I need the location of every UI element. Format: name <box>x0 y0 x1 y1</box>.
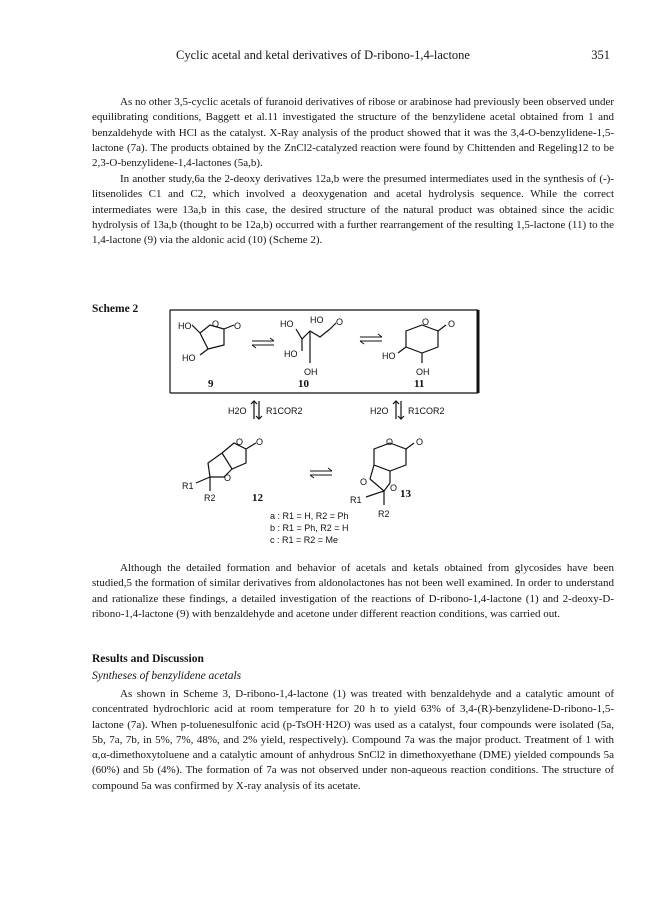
compound-label-9: 9 <box>208 378 214 390</box>
substituent-a: a : R1 = H, R2 = Ph <box>270 511 349 521</box>
compound-label-10: 10 <box>298 378 309 390</box>
paragraph-4: As shown in Scheme 3, D-ribono-1,4-lactone (1) was treated with benzaldehyde and a catalytic amount of concentrated hydrochloric acid at room temperature for 20 h to yield 63% of 3,4-(R)-benzylidene-D-ribono-1,5-lactone (7a). When p-toluenesulfonic acid (p-TsOH·H2O) was used as a catalyst, four compounds were isolated (5a, 5b, 7a, 7b, in 5%, 7%, 48%, and 2% yield, respectively). Compound 7a was the major product. Treatment of 1 with α,α-dimethoxytoluene and a catalytic amount of anhydrous SnCl2 in dimethoxyethane (DME) yielded compounds 5a (60%) and 5b (4%). The formation of 7a was not observed under non-aqueous reaction conditions. The structure of compound 5a was confirmed by X-ray analysis of its acetate. <box>92 688 614 792</box>
compound-label-12: 12 <box>252 492 263 504</box>
reagent-arrow-left <box>251 401 262 419</box>
atom-ho: HO <box>382 351 396 361</box>
atom-ho: HO <box>310 315 324 325</box>
atom-ho: HO <box>284 349 298 359</box>
atom-r1: R1 <box>350 495 362 505</box>
atom-o: O <box>256 437 264 447</box>
substituent-b: b : R1 = Ph, R2 = H <box>270 523 349 533</box>
atom-r2: R2 <box>378 509 390 519</box>
structure-11 <box>398 325 446 363</box>
paragraph-2: In another study,6a the 2-deoxy derivatives 12a,b were the presumed intermediates used in the synthesis of (-)-litsenolides C1 and C2, which involved a deoxygenation and acetal hydrolysis sequence. While the correct intermediates were 13a,b in this case, the desired structure of the natural product was obtained since the acidic hydrolysis of 13a,b (thought to be 12a,b) occurred with a further rearrangement of the resulting 1,5-lactone (11) to the 1,4-lactone (9) via the aldonic acid (10) (Scheme 2). <box>92 173 614 247</box>
compound-label-11: 11 <box>414 378 425 390</box>
atom-o: O <box>234 321 242 331</box>
atom-o: O <box>224 473 232 483</box>
equilibrium-arrow <box>252 338 274 348</box>
substituent-c: c : R1 = R2 = Me <box>270 535 339 545</box>
atom-o: O <box>336 317 344 327</box>
reagent-carbonyl: R1COR2 <box>408 406 445 416</box>
atom-oh: OH <box>416 367 430 377</box>
atom-o: O <box>416 437 424 447</box>
atom-o: O <box>386 437 394 447</box>
subsection-heading: Syntheses of benzylidene acetals <box>92 670 242 682</box>
paragraph-3: Although the detailed formation and behavior of acetals and ketals obtained from glycosides have been studied,5 the formation of similar derivatives from aldonolactones has not been well examined. In order to understand and rationalize these findings, a detailed investigation of the reactions of D-ribono-1,4-lactone (1) and 2-deoxy-D-ribono-1,4-lactone (9) with benzaldehyde and acetone under different reaction conditions, was carried out. <box>92 562 614 620</box>
atom-ho: HO <box>182 353 196 363</box>
section-heading-results: Results and Discussion <box>92 653 204 665</box>
atom-o: O <box>422 317 430 327</box>
reagent-water: H2O <box>370 406 389 416</box>
structure-9 <box>192 325 234 355</box>
atom-o: O <box>360 477 368 487</box>
equilibrium-arrow <box>310 468 332 478</box>
structure-10 <box>296 323 336 363</box>
reagent-arrow-right <box>393 401 404 419</box>
atom-oh: OH <box>304 367 318 377</box>
scheme-label: Scheme 2 <box>92 303 139 315</box>
atom-r2: R2 <box>204 493 216 503</box>
atom-r1: R1 <box>182 481 194 491</box>
reagent-water: H2O <box>228 406 247 416</box>
atom-o: O <box>212 319 220 329</box>
atom-o: O <box>448 319 456 329</box>
compound-label-13: 13 <box>400 488 411 500</box>
atom-ho: HO <box>178 321 192 331</box>
reagent-carbonyl: R1COR2 <box>266 406 303 416</box>
page-number: 351 <box>591 48 610 62</box>
paragraph-1: As no other 3,5-cyclic acetals of furanoid derivatives of ribose or arabinose had previously been observed under equilibrating conditions, Baggett et al.11 investigated the structure of the benzylidene acetal obtained from 1 and benzaldehyde with HCl as the catalyst. X-Ray analysis of the product showed that it was the 3,4-O-benzylidene-1,5-lactone (7a). The products obtained by the ZnCl2-catalyzed reaction were found by Chittenden and Regeling12 to be 2,3-O-benzylidene-1,4-lactones (5a,b). <box>92 96 614 170</box>
scheme-2-diagram <box>160 305 500 545</box>
atom-ho: HO <box>280 319 294 329</box>
equilibrium-arrow <box>360 334 382 344</box>
structure-12 <box>196 443 256 491</box>
atom-o: O <box>236 437 244 447</box>
atom-o: O <box>390 483 398 493</box>
running-title: Cyclic acetal and ketal derivatives of D-ribono-1,4-lactone <box>176 48 470 62</box>
